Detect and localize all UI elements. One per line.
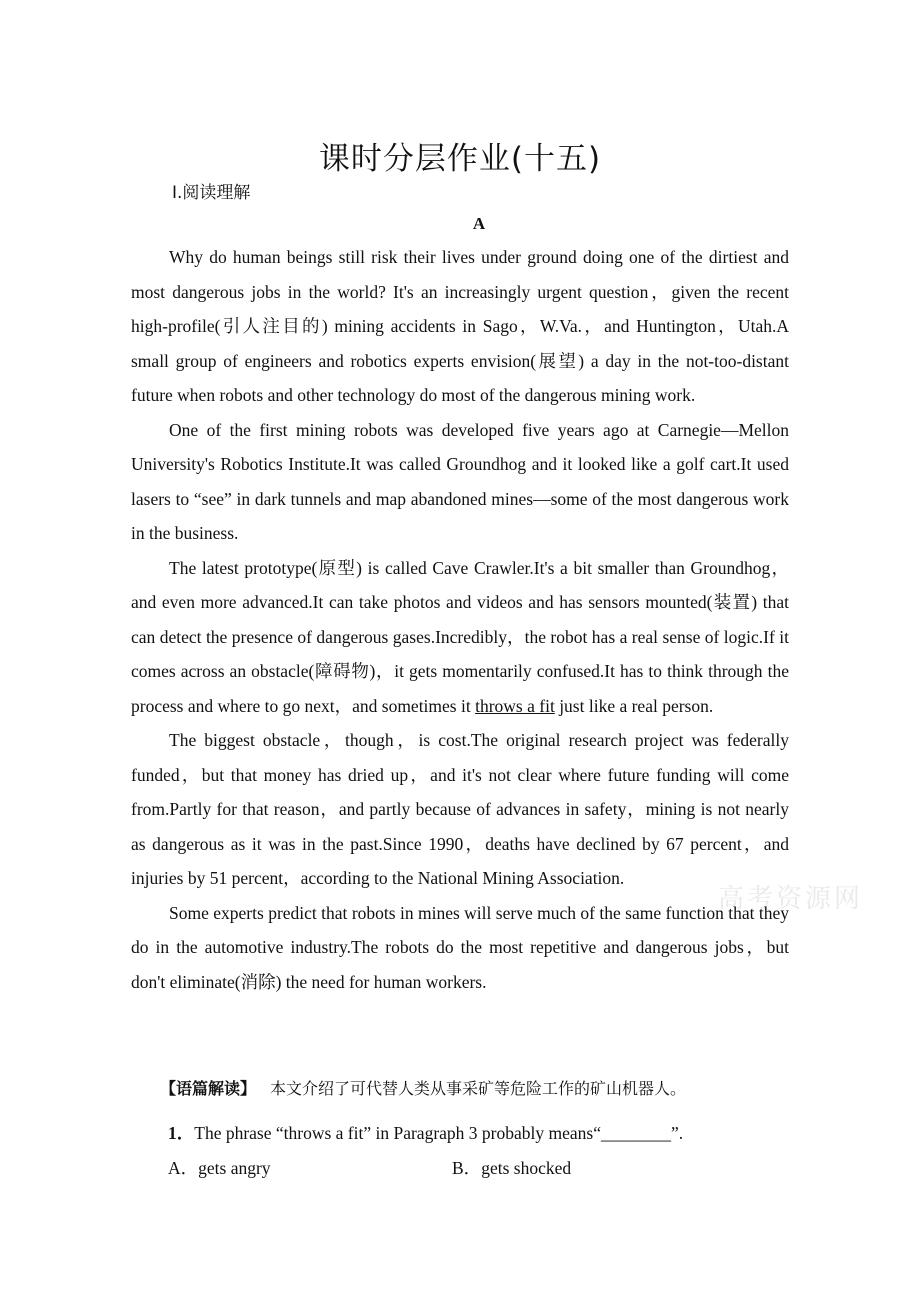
summary-tag: 【语篇解读】 [160, 1079, 257, 1098]
option-a-label: A． [168, 1158, 199, 1178]
answer-options [168, 1155, 808, 1180]
paragraph-3 [131, 551, 789, 724]
paragraph-1: Why do human beings still risk their lives under ground doing one of the dirtiest and most dangerous jobs in the world? It's an increasingly urgent question，given the recent high-profile(引人注目的) mining accidents in Sago，W.Va.，and Huntington，Utah.A small group of engineers and robotics experts envision(展望) a day in the not-too-distant future when robots and other technology do most of the dangerous mining work. [131, 247, 789, 405]
option-b-label: B． [452, 1158, 482, 1178]
section-heading: Ⅰ.阅读理解 [172, 183, 251, 203]
question-number: 1． [168, 1123, 195, 1143]
option-a-text: gets angry [198, 1158, 271, 1178]
paragraph-2: One of the first mining robots was developed five years ago at Carnegie—Mellon University's Robotics Institute.It was called Groundhog and it looked like a golf cart.It used lasers to “see” in dark tunnels and map abandoned mines—some of the most dangerous work in the business. [131, 419, 789, 543]
passage-label: A [472, 214, 486, 233]
summary-text: 本文介绍了可代替人类从事采矿等危险工作的矿山机器人。 [270, 1079, 687, 1098]
underlined-phrase: throws a fit [475, 695, 555, 716]
watermark: 高考资源网 [718, 884, 864, 914]
paragraph-3-after: just like a real person. [554, 695, 714, 716]
question-text: The phrase “throws a fit” in Paragraph 3 probably means“________”. [194, 1123, 684, 1143]
option-b-text: gets shocked [481, 1158, 572, 1178]
option-a [168, 1158, 271, 1178]
paragraph-4: The biggest obstacle，though，is cost.The original research project was federally funded，but that money has dried up，and it's not clear where future funding will come from.Partly for that reason，and partly because of advances in safety，mining is not nearly as dangerous as it was in the past.Since 1990，deaths have declined by 67 percent，and injuries by 51 percent，according to the National Mining Association. [131, 730, 789, 888]
page-title: 课时分层作业(十五) [318, 140, 602, 177]
paragraph-3-before: The latest prototype(原型) is called Cave Crawler.It's a bit smaller than Groundhog，and even more advanced.It can take photos and videos and has sensors mounted(装置) that can detect the presence of dangerous gases.Incredibly，the robot has a real sense of logic.If it comes across an obstacle(障碍物)，it gets momentarily confused.It has to think through the process and where to go next，and sometimes it [131, 557, 789, 716]
paragraph-5: Some experts predict that robots in mines will serve much of the same function that they do in the automotive industry.The robots do the most repetitive and dangerous jobs，but don't eliminate(消除) the need for human workers. [131, 902, 789, 992]
passage-summary [160, 1076, 800, 1099]
option-b [452, 1155, 571, 1180]
question-1 [168, 1120, 808, 1145]
passage-body [131, 240, 789, 999]
